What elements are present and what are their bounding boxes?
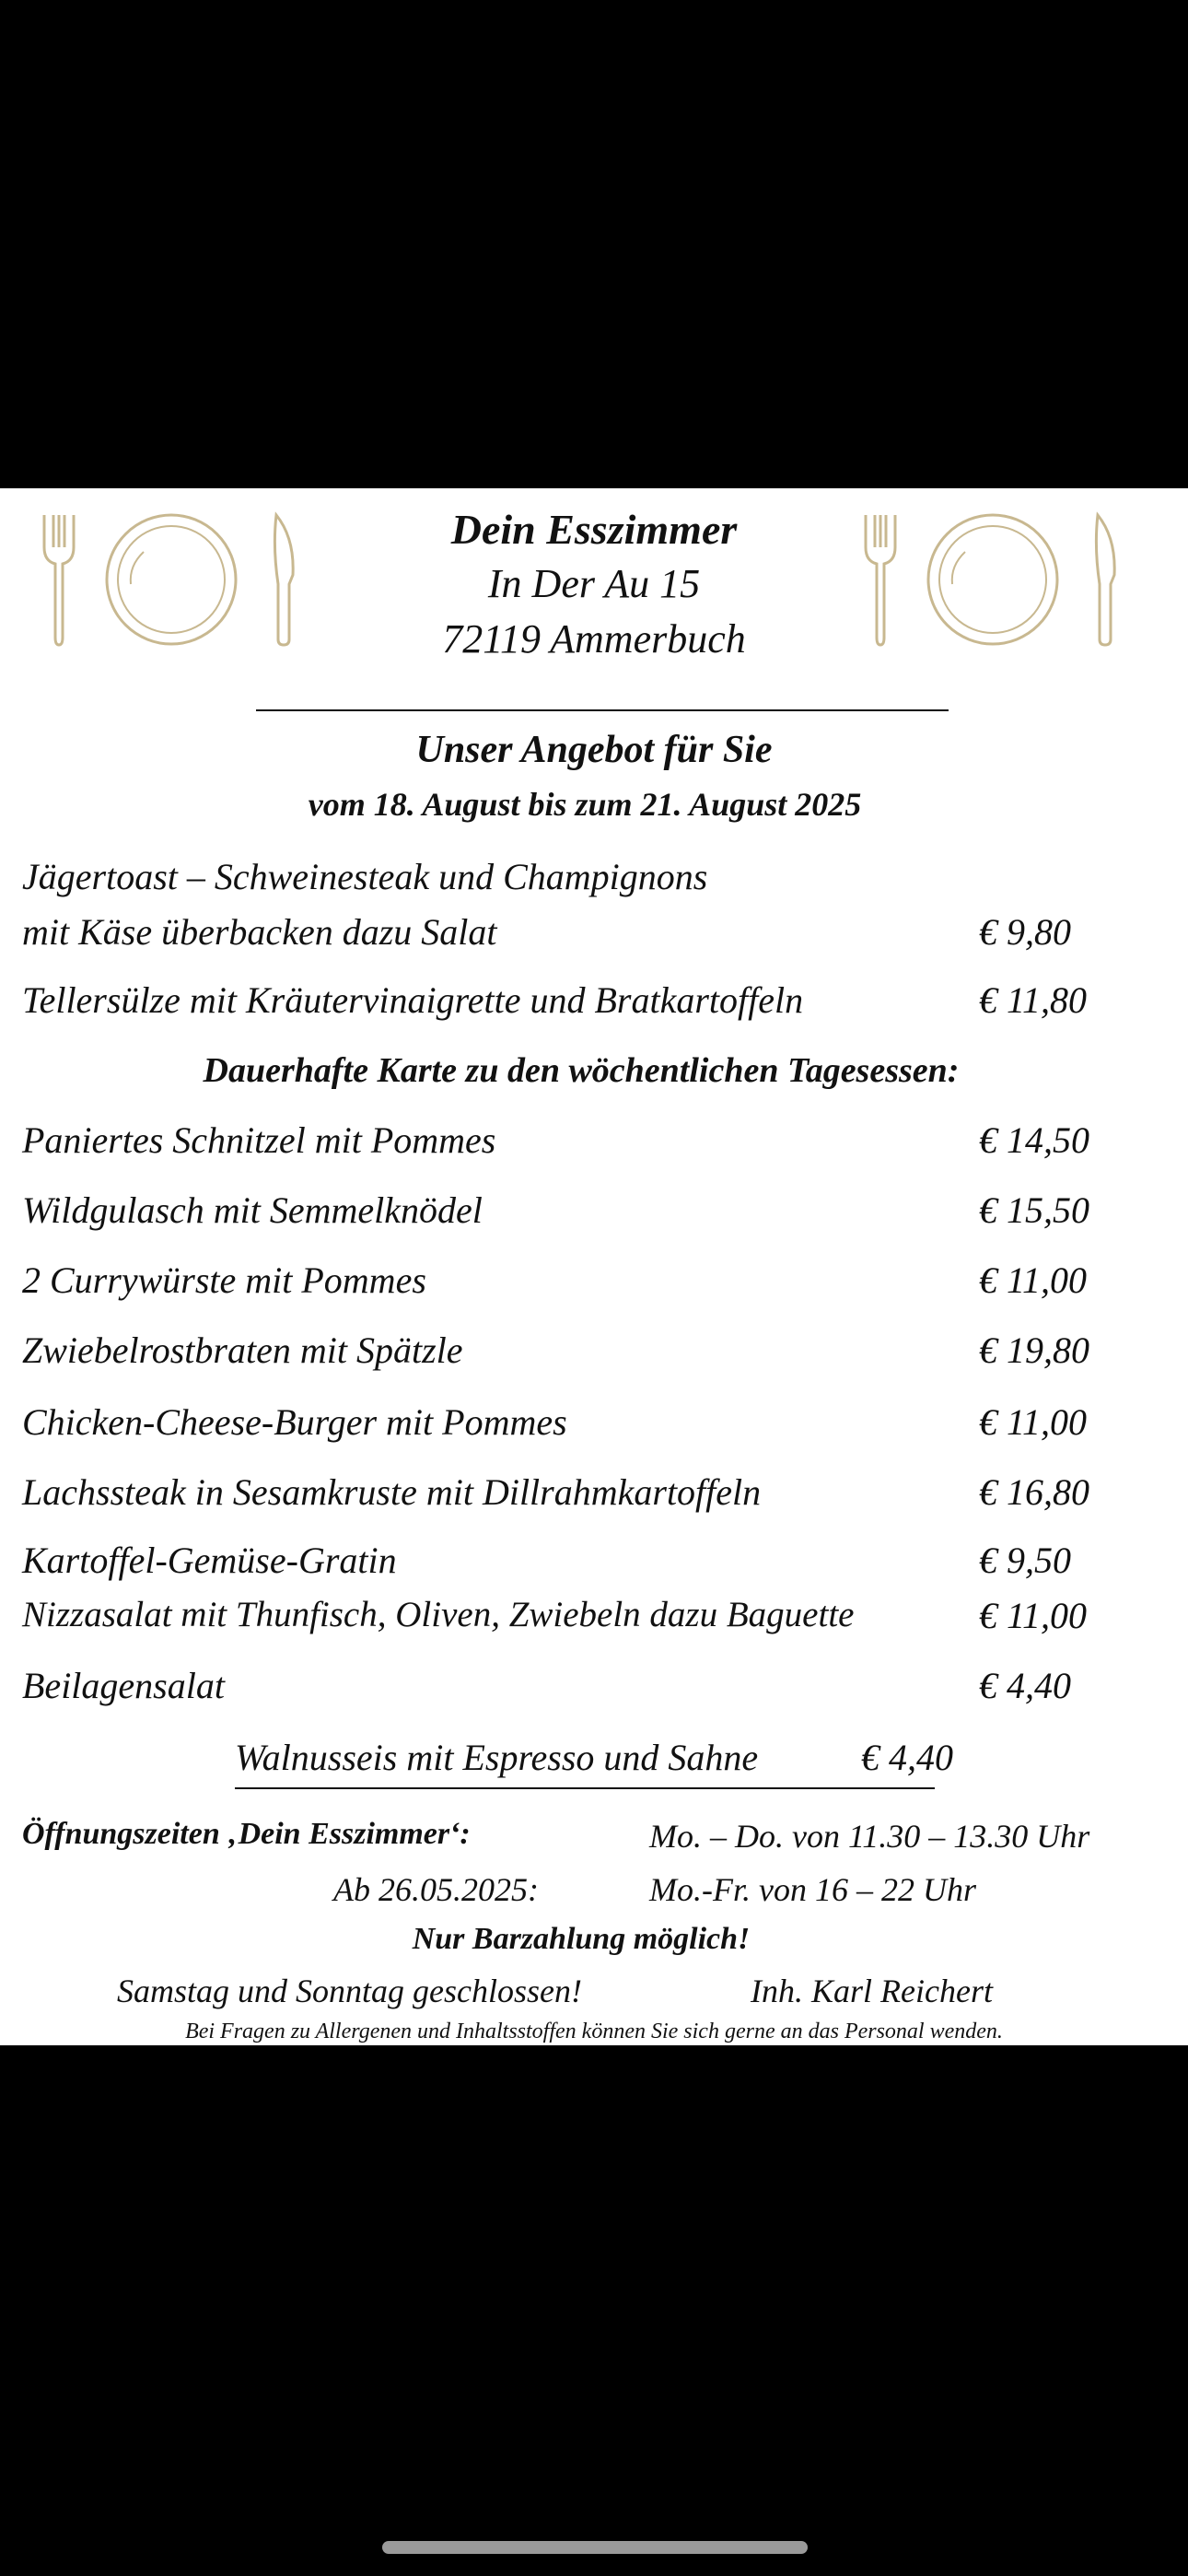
list-item: Chicken-Cheese-Burger mit Pommes <box>22 1401 567 1443</box>
list-item: Kartoffel-Gemüse-Gratin <box>22 1540 397 1581</box>
special-item-1-line1: Jägertoast – Schweinesteak und Champignons <box>22 856 708 897</box>
offer-title: Unser Angebot für Sie <box>415 729 773 771</box>
list-item-price: € 4,40 <box>979 1665 1071 1706</box>
dessert-name: Walnusseis mit Espresso und Sahne <box>235 1737 759 1778</box>
place-setting-left <box>35 510 311 649</box>
offer-period: vom 18. August bis zum 21. August 2025 <box>308 786 862 823</box>
restaurant-city: 72119 Ammerbuch <box>442 616 746 662</box>
list-item: Lachssteak in Sesamkruste mit Dillrahmkartoffeln <box>22 1471 762 1513</box>
restaurant-name: Dein Esszimmer <box>450 506 738 553</box>
list-item-price: € 11,00 <box>979 1595 1088 1636</box>
list-item-price: € 16,80 <box>979 1471 1089 1513</box>
closed-notice: Samstag und Sonntag geschlossen! <box>117 1973 582 2009</box>
place-setting-right <box>856 510 1133 649</box>
fork-icon <box>44 515 74 645</box>
opening-hours-label: Öffnungszeiten ‚Dein Esszimmer‘: <box>22 1817 471 1851</box>
special-item-2-price: € 11,80 <box>979 979 1088 1021</box>
header-divider <box>256 709 949 711</box>
from-date-label: Ab 26.05.2025: <box>333 1871 539 1908</box>
list-item-price: € 11,00 <box>979 1401 1088 1443</box>
list-item: Wildgulasch mit Semmelknödel <box>22 1189 483 1231</box>
restaurant-street: In Der Au 15 <box>487 561 701 606</box>
list-item-price: € 14,50 <box>979 1119 1089 1161</box>
permanent-menu-title: Dauerhafte Karte zu den wöchentlichen Tagesessen: <box>203 1051 960 1090</box>
opening-hours-value: Mo. – Do. von 11.30 – 13.30 Uhr <box>649 1818 1090 1855</box>
list-item: 2 Currywürste mit Pommes <box>22 1259 426 1301</box>
special-item-1-line2: mit Käse überbacken dazu Salat <box>22 911 497 953</box>
knife-icon <box>1096 515 1114 645</box>
allergen-notice: Bei Fragen zu Allergenen und Inhaltsstoffen können Sie sich gerne an das Personal wenden. <box>185 2020 1003 2043</box>
menu-document <box>0 488 1188 2045</box>
special-item-1-price: € 9,80 <box>979 911 1071 953</box>
special-item-2-line1: Tellersülze mit Kräutervinaigrette und Bratkartoffeln <box>22 979 804 1021</box>
plate-icon <box>928 515 1057 644</box>
list-item-price: € 11,00 <box>979 1259 1088 1301</box>
list-item-price: € 9,50 <box>979 1540 1071 1581</box>
list-item: Nizzasalat mit Thunfisch, Oliven, Zwiebeln dazu Baguette <box>22 1595 855 1634</box>
owner-name: Inh. Karl Reichert <box>751 1973 993 2009</box>
cash-only-notice: Nur Barzahlung möglich! <box>412 1922 751 1956</box>
from-date-value: Mo.-Fr. von 16 – 22 Uhr <box>649 1871 976 1908</box>
plate-icon <box>107 515 236 644</box>
list-item: Paniertes Schnitzel mit Pommes <box>22 1119 496 1161</box>
list-item: Beilagensalat <box>22 1665 225 1706</box>
dessert-price: € 4,40 <box>861 1737 953 1778</box>
home-indicator[interactable] <box>382 2541 808 2554</box>
list-item-price: € 19,80 <box>979 1329 1089 1371</box>
list-item-price: € 15,50 <box>979 1189 1089 1231</box>
dessert-divider <box>235 1787 935 1789</box>
list-item: Zwiebelrostbraten mit Spätzle <box>22 1329 463 1371</box>
knife-icon <box>274 515 293 645</box>
